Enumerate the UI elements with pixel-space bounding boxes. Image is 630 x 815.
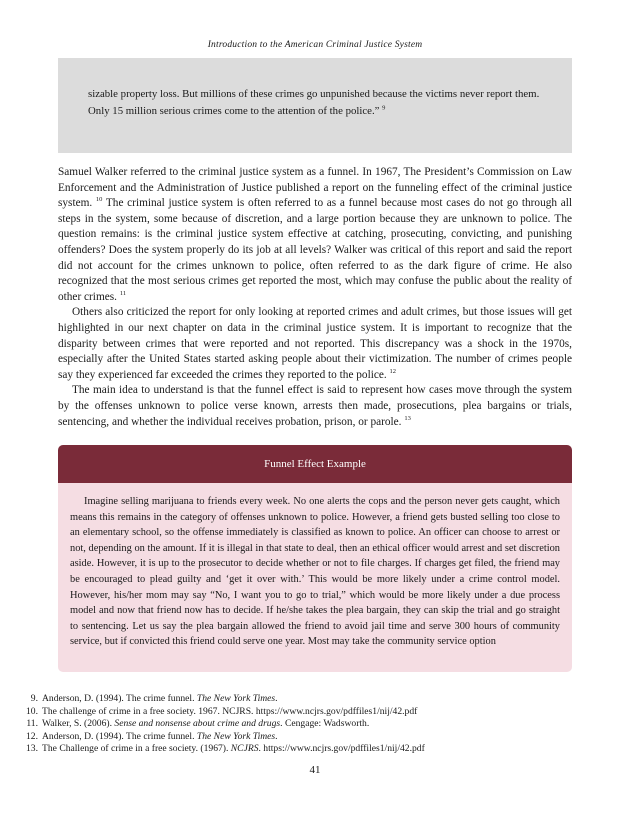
body-text — [58, 165, 572, 430]
block-quote — [58, 58, 572, 153]
footnote-item — [0, 693, 630, 706]
footnote-text — [42, 731, 278, 744]
footnote-number: 11. — [26, 718, 38, 730]
footnote-source-title: The New York Times — [196, 730, 276, 742]
example-box-text: Imagine selling marijuana to friends every week. No one alerts the cops and the person never gets caught, which means this remains in the category of offenses unknown to police. However, a friend gets busted selling too close to an elementary school, so the offense immediately is classified as known to police. An officer can choose to arrest or not, depending on the amount. If it is illegal in that state to deal, then an ethical officer would arrest and set discretion aside. However, it is up to the prosecutor to decide whether or not to file charges. If charges get filed, the friend may be encouraged to plead guilty and ‘get it over with.’ This would be more likely under a crime control model. However, his/her mom may say “No, I want you to go to trial,” which would be more likely under a due process model and now that friend now has to decide. If he/she takes the plea bargain, they can skip the trial and go straight to sentencing. Let us say the plea bargain allowed the friend to avoid jail time and serve 300 hours of community service, but if convicted this friend could serve one year. Most may take the community service option — [70, 496, 560, 648]
footnote-item — [0, 743, 630, 756]
paragraph-3-text: The main idea to understand is that the funnel effect is said to represent how cases move through the system by the offenses unknown to police verse known, arrests then made, prosecutions, plea bargains or trials, sentencing, and whether the individual receives probation, prison, or parole. — [58, 384, 572, 428]
footnote-source-title: NCJRS — [230, 743, 259, 755]
footnote-item — [0, 706, 630, 719]
footnote-text-pre: The challenge of crime in a free society. 1967. NCJRS. https://www.ncjrs.gov/pdffiles1/nij/42.pdf — [42, 705, 418, 717]
footnote-text — [42, 718, 369, 731]
footnote-ref-13[interactable]: 13 — [404, 414, 411, 422]
page-number: 41 — [309, 764, 321, 776]
footnote-number: 10. — [26, 705, 38, 717]
quote-text: sizable property loss. But millions of these crimes go unpunished because the victims never report them. Only 15 million serious crimes come to the attention of the police.” — [88, 88, 540, 117]
footnote-ref-12[interactable]: 12 — [389, 367, 397, 375]
running-header: Introduction to the American Criminal Justice System — [207, 40, 423, 50]
footnote-item — [0, 718, 630, 731]
footnote-text-pre: Anderson, D. (1994). The crime funnel. — [42, 693, 197, 704]
example-box-title: Funnel Effect Example — [58, 445, 572, 483]
footnote-text-pre: The Challenge of crime in a free society. (1967). — [42, 743, 231, 755]
footnote-number: 9. — [30, 693, 38, 704]
footnote-text — [42, 693, 278, 706]
footnote-text — [42, 743, 425, 756]
footnote-source-title: Sense and nonsense about crime and drugs — [114, 718, 281, 730]
paragraph-1 — [58, 165, 572, 305]
paragraph-1-part-1: Samuel Walker referred to the criminal justice system as a funnel. In 1967, The President’s Commission on Law Enforcement and the Administration of Justice published a report on the funneling effect of the criminal justice system. — [58, 166, 572, 210]
footnote-ref-11[interactable]: 11 — [119, 289, 127, 297]
paragraph-2-text: Others also criticized the report for only looking at reported crimes and adult crimes, but those issues will get highlighted in our next chapter on data in the criminal justice system. It is important to recognize that the disparity between crimes that were reported and not reported. This discrepancy was a shock in the 1970s, especially after the United States started asking people about their victimization. The number of crimes people say they experienced far exceeded the crimes they reported to the police. — [58, 306, 572, 381]
footnote-number: 12. — [26, 730, 38, 742]
paragraph-2 — [58, 305, 572, 383]
footnote-source-title: The New York Times — [196, 693, 276, 704]
footnote-text — [42, 706, 417, 719]
footnote-text-post: . Cengage: Wadsworth. — [280, 718, 370, 730]
footnote-item — [0, 731, 630, 744]
footnote-text-pre: Anderson, D. (1994). The crime funnel. — [42, 730, 197, 742]
footnote-ref-9[interactable]: 9 — [382, 103, 386, 111]
footnote-text-pre: Walker, S. (2006). — [42, 718, 115, 730]
footnote-number: 13. — [26, 743, 38, 755]
footnotes-list — [0, 693, 630, 756]
footnote-text-post: . — [275, 730, 278, 742]
footnote-text-post: . https://www.ncjrs.gov/pdffiles1/nij/42.pdf — [258, 743, 425, 755]
footnote-ref-10[interactable]: 10 — [95, 196, 103, 204]
example-box — [58, 445, 572, 672]
paragraph-1-part-2: The criminal justice system is often referred to as a funnel because most cases do not go through all steps in the system, some because of discretion, and a large portion because they are unknown to police. The question remains: is the criminal justice system effective at catching, prosecuting, convicting, and punishing offenders? Does the system properly do its job at all levels? Walker was critical of this report and said the report did not account for the crimes unknown to police, often referred to as the dark figure of crime. He also recognized that the most serious crimes get reported the most, which may confuse the public about the reality of other crimes. — [58, 197, 573, 303]
footnote-text-post: . — [275, 693, 278, 704]
paragraph-3 — [58, 383, 572, 430]
